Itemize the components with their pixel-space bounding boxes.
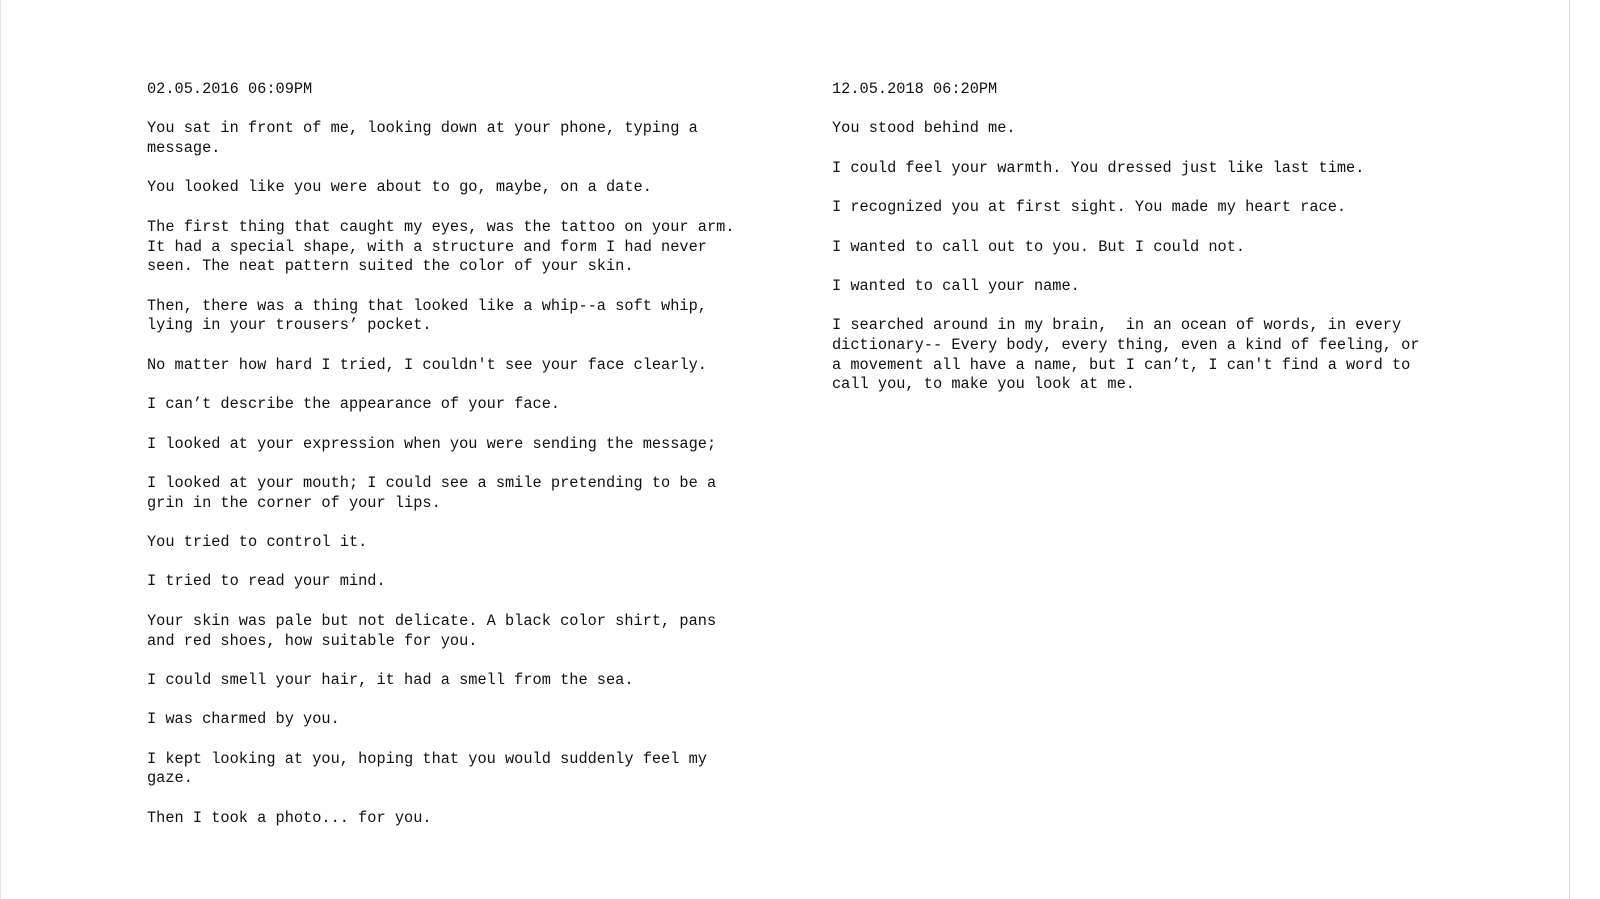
entry-2016 [147,80,787,848]
entry-paragraph: Then, there was a thing that looked like a whip--a soft whip, lying in your trousers’ pocket. [147,296,707,335]
entry-paragraph: I looked at your expression when you were sending the message; [147,434,717,453]
entry-paragraph: You looked like you were about to go, maybe, on a date. [147,178,652,197]
entry-paragraph: I looked at your mouth; I could see a smile pretending to be a grin in the corner of your lips. [147,473,717,512]
entry-paragraph: You tried to control it. [147,533,368,552]
entry-timestamp: 12.05.2018 06:20PM [832,80,998,98]
page-edge-left [0,0,1,899]
entry-paragraph: I can’t describe the appearance of your face. [147,395,561,414]
entry-paragraph: I could smell your hair, it had a smell from the sea. [147,670,634,689]
entry-paragraph: I wanted to call out to you. But I could not. [832,237,1246,256]
entry-paragraph: I recognized you at first sight. You made my heart race. [832,198,1347,217]
entry-paragraph: You stood behind me. [832,119,1016,138]
entry-paragraph: I wanted to call your name. [832,276,1080,295]
entry-paragraph: Then I took a photo... for you. [147,808,432,827]
entry-paragraph: The first thing that caught my eyes, was the tattoo on your arm. It had a special shape, with a structure and form I had never seen. The neat pattern suited the color of your skin. [147,217,735,276]
entry-paragraph: I could feel your warmth. You dressed just like last time. [832,158,1365,177]
entry-paragraph: I kept looking at you, hoping that you would suddenly feel my gaze. [147,749,707,788]
entry-2018 [832,80,1472,415]
entry-paragraph: I was charmed by you. [147,710,340,729]
entry-paragraph: You sat in front of me, looking down at your phone, typing a message. [147,119,698,158]
entry-paragraph: I searched around in my brain, in an ocean of words, in every dictionary-- Every body, every thing, even a kind of feeling, or a movement all have a name, but I can’t, I can't find a word to call you, to make you look at me. [832,316,1420,394]
page-edge-right [1569,0,1570,899]
entry-paragraph: No matter how hard I tried, I couldn't see your face clearly. [147,355,707,374]
entry-paragraph: Your skin was pale but not delicate. A black color shirt, pans and red shoes, how suitable for you. [147,611,717,650]
entry-timestamp: 02.05.2016 06:09PM [147,80,313,98]
entry-paragraph: I tried to read your mind. [147,572,386,591]
